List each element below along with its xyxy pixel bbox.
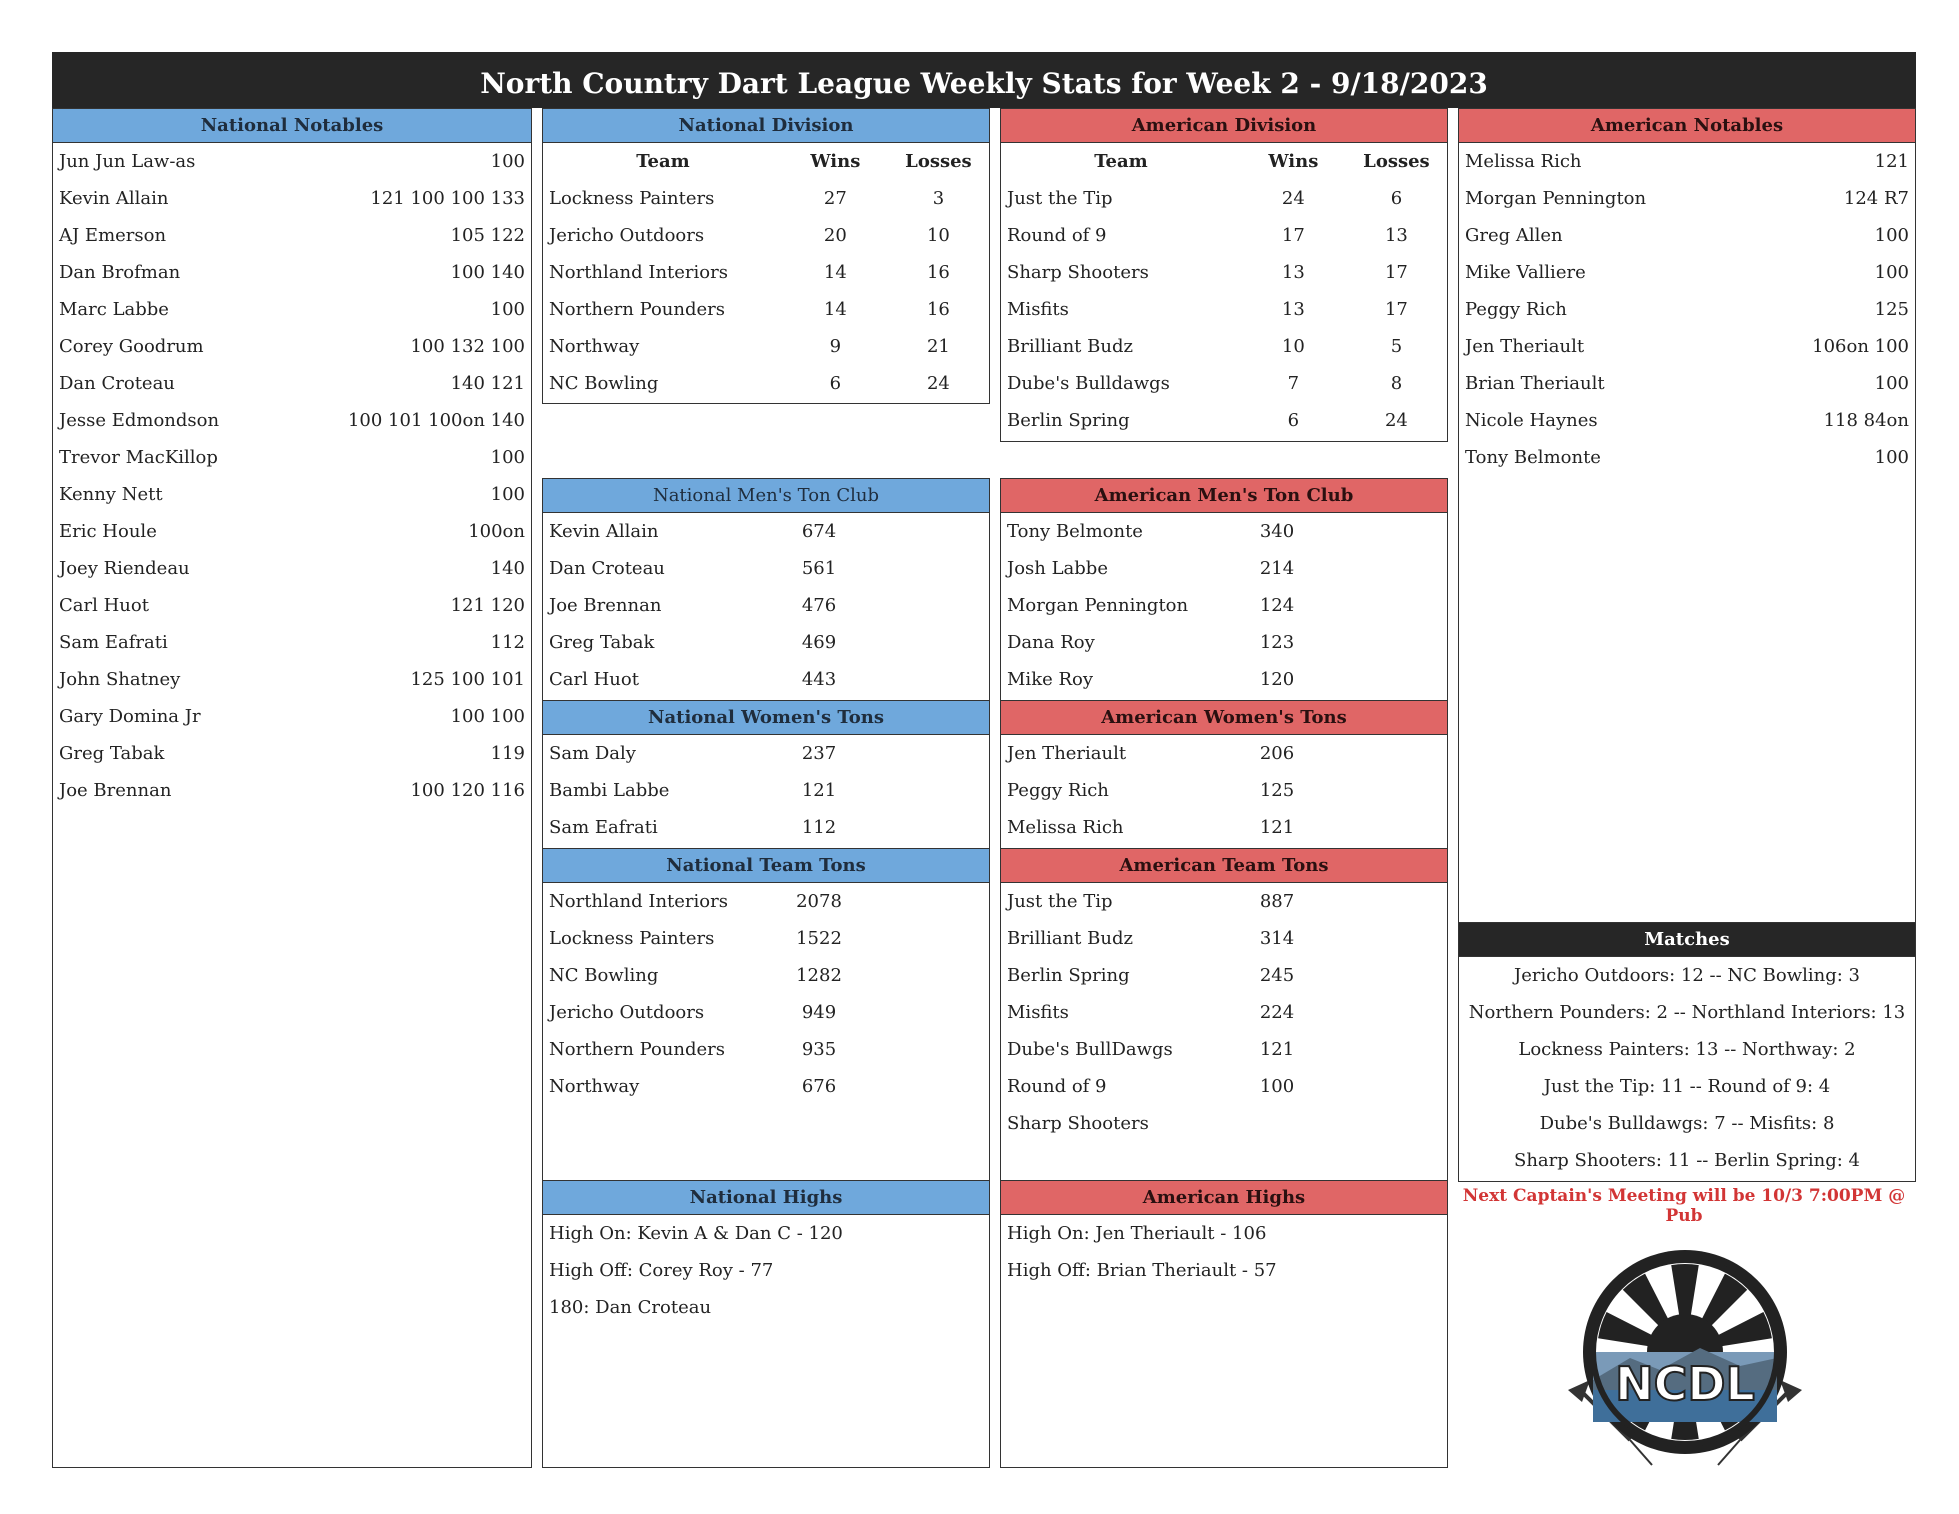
team-name: Just the Tip (1007, 188, 1113, 209)
high-text: High On: Jen Theriault - 106 (1007, 1223, 1267, 1244)
table-row (1001, 587, 1447, 624)
player-name: Brian Theriault (1465, 373, 1605, 394)
entry-value: 214 (1259, 558, 1295, 579)
entry-name: Josh Labbe (1007, 558, 1108, 579)
entry-value: 469 (801, 632, 837, 653)
page-title: North Country Dart League Weekly Stats for Week 2 - 9/18/2023 (52, 52, 1916, 108)
player-name: Dan Croteau (59, 373, 175, 394)
team-losses: 10 (926, 225, 950, 246)
team-losses: 13 (1384, 225, 1408, 246)
american-mens-ton-club-header: American Men's Ton Club (1001, 479, 1447, 513)
table-row (1001, 994, 1447, 1031)
table-row (543, 735, 989, 772)
player-scores: 125 100 101 (410, 669, 525, 690)
team-losses: 6 (1390, 188, 1403, 209)
table-row (543, 809, 989, 846)
entry-value: 2078 (796, 891, 842, 912)
entry-name: Mike Roy (1007, 669, 1094, 690)
entry-name: Greg Tabak (549, 632, 655, 653)
high-text: High On: Kevin A & Dan C - 120 (549, 1223, 843, 1244)
entry-name: Sam Daly (549, 743, 636, 764)
table-row (543, 624, 989, 661)
table-row (543, 217, 989, 254)
table-row (1001, 1068, 1447, 1105)
american-team-tons-header: American Team Tons (1001, 849, 1447, 883)
player-name: Tony Belmonte (1465, 447, 1601, 468)
player-scores: 112 (490, 632, 525, 653)
table-row (1459, 143, 1915, 180)
entry-value: 121 (1259, 1039, 1295, 1060)
entry-value: 476 (801, 595, 837, 616)
table-row (543, 1068, 989, 1105)
player-name: Dan Brofman (59, 262, 181, 283)
entry-name: Just the Tip (1007, 891, 1113, 912)
entry-value: 100 (1259, 1076, 1295, 1097)
player-name: Morgan Pennington (1465, 188, 1647, 209)
player-scores: 100 (1874, 262, 1909, 283)
entry-name: Kevin Allain (549, 521, 659, 542)
entry-value: 224 (1259, 1002, 1295, 1023)
table-row (1001, 809, 1447, 846)
team-name: Jericho Outdoors (549, 225, 705, 246)
col-wins: Wins (1268, 151, 1319, 172)
entry-name: Northland Interiors (549, 891, 728, 912)
team-losses: 17 (1384, 262, 1408, 283)
table-row (53, 476, 531, 513)
team-name: Northland Interiors (549, 262, 728, 283)
ncdl-dartboard-logo (1560, 1240, 1810, 1470)
player-scores: 100 132 100 (410, 336, 525, 357)
table-row (1001, 883, 1447, 920)
player-scores: 100 (1874, 373, 1909, 394)
table-row (543, 772, 989, 809)
matches-panel (1458, 922, 1916, 1182)
player-name: Gary Domina Jr (59, 706, 201, 727)
american-womens-tons-panel (1000, 700, 1448, 850)
team-losses: 8 (1390, 373, 1403, 394)
entry-name: Tony Belmonte (1007, 521, 1143, 542)
table-row (543, 994, 989, 1031)
table-row (1459, 254, 1915, 291)
table-row (543, 920, 989, 957)
table-row (1001, 402, 1447, 439)
national-division-header: National Division (543, 109, 989, 143)
entry-value (1237, 1105, 1317, 1142)
american-highs-panel (1000, 1180, 1448, 1468)
player-scores: 100 (1874, 447, 1909, 468)
table-row (543, 1289, 989, 1326)
player-scores: 105 122 (450, 225, 525, 246)
col-team: Team (636, 151, 690, 172)
player-name: Carl Huot (59, 595, 149, 616)
match-result (1459, 994, 1915, 1031)
match-text: Dube's Bulldawgs: 7 -- Misfits: 8 (1539, 1113, 1835, 1134)
entry-value: 120 (1259, 669, 1295, 690)
entry-name: Carl Huot (549, 669, 639, 690)
entry-name: Jericho Outdoors (549, 1002, 705, 1023)
national-highs-panel (542, 1180, 990, 1468)
entry-name: Joe Brennan (549, 595, 662, 616)
national-mens-ton-club-panel (542, 478, 990, 702)
entry-name: Lockness Painters (549, 928, 715, 949)
team-wins: 17 (1281, 225, 1305, 246)
entry-value: 1522 (796, 928, 842, 949)
table-row (53, 735, 531, 772)
american-mens-ton-club-panel (1000, 478, 1448, 702)
player-name: Jun Jun Law-as (59, 151, 196, 172)
table-row (543, 587, 989, 624)
team-wins: 13 (1281, 299, 1305, 320)
team-name: Dube's Bulldawgs (1007, 373, 1170, 394)
table-row (543, 513, 989, 550)
entry-value: 935 (801, 1039, 837, 1060)
table-row (53, 254, 531, 291)
player-name: Eric Houle (59, 521, 157, 542)
team-wins: 27 (823, 188, 847, 209)
team-wins: 9 (829, 336, 842, 357)
match-text: Lockness Painters: 13 -- Northway: 2 (1518, 1039, 1856, 1060)
player-name: Melissa Rich (1465, 151, 1582, 172)
player-name: Joey Riendeau (59, 558, 190, 579)
table-row (53, 365, 531, 402)
match-text: Jericho Outdoors: 12 -- NC Bowling: 3 (1514, 965, 1860, 986)
player-name: Nicole Haynes (1465, 410, 1598, 431)
national-highs-header: National Highs (543, 1181, 989, 1215)
team-wins: 24 (1281, 188, 1305, 209)
table-row (543, 180, 989, 217)
american-division-panel (1000, 108, 1448, 442)
team-losses: 16 (926, 262, 950, 283)
matches-header: Matches (1459, 923, 1915, 957)
table-header-row (543, 143, 989, 180)
player-name: AJ Emerson (59, 225, 167, 246)
high-text: High Off: Corey Roy - 77 (549, 1260, 774, 1281)
match-result (1459, 957, 1915, 994)
table-row (1001, 957, 1447, 994)
table-row (1001, 735, 1447, 772)
table-row (1459, 217, 1915, 254)
table-row (1001, 291, 1447, 328)
player-scores: 121 120 (450, 595, 525, 616)
player-name: John Shatney (59, 669, 181, 690)
col-team: Team (1094, 151, 1148, 172)
table-row (543, 291, 989, 328)
team-wins: 14 (823, 262, 847, 283)
player-scores: 100 (490, 299, 525, 320)
team-name: Northway (549, 336, 640, 357)
player-name: Kevin Allain (59, 188, 169, 209)
entry-value: 123 (1259, 632, 1295, 653)
entry-value: 340 (1259, 521, 1295, 542)
player-name: Peggy Rich (1465, 299, 1567, 320)
team-losses: 21 (926, 336, 950, 357)
player-name: Mike Valliere (1465, 262, 1586, 283)
table-row (1001, 772, 1447, 809)
player-name: Sam Eafrati (59, 632, 168, 653)
entry-name: Sam Eafrati (549, 817, 658, 838)
entry-value: 237 (801, 743, 837, 764)
national-team-tons-header: National Team Tons (543, 849, 989, 883)
table-row (53, 402, 531, 439)
american-team-tons-panel (1000, 848, 1448, 1182)
high-text: 180: Dan Croteau (549, 1297, 712, 1318)
entry-name: Dube's BullDawgs (1007, 1039, 1173, 1060)
player-scores: 119 (490, 743, 525, 764)
table-row (543, 661, 989, 698)
table-row (1001, 624, 1447, 661)
player-scores: 118 84on (1823, 410, 1909, 431)
player-scores: 125 (1874, 299, 1909, 320)
table-row (543, 1031, 989, 1068)
entry-value: 121 (801, 780, 837, 801)
player-scores: 100 (1874, 225, 1909, 246)
captains-meeting-notice: Next Captain's Meeting will be 10/3 7:00PM @ Pub (1462, 1186, 1906, 1226)
entry-name: Dan Croteau (549, 558, 665, 579)
player-name: Kenny Nett (59, 484, 163, 505)
entry-value: 949 (801, 1002, 837, 1023)
table-row (1001, 328, 1447, 365)
table-row (1459, 180, 1915, 217)
entry-name: Berlin Spring (1007, 965, 1130, 986)
table-row (1001, 1105, 1447, 1142)
entry-value: 112 (801, 817, 837, 838)
entry-value: 314 (1259, 928, 1295, 949)
national-womens-tons-panel (542, 700, 990, 850)
table-row (1001, 1252, 1447, 1289)
table-row (543, 957, 989, 994)
team-name: Brilliant Budz (1007, 336, 1133, 357)
table-row (1001, 920, 1447, 957)
team-wins: 14 (823, 299, 847, 320)
table-row (53, 143, 531, 180)
player-scores: 100 (490, 151, 525, 172)
entry-name: Sharp Shooters (1007, 1113, 1149, 1134)
national-team-tons-panel (542, 848, 990, 1182)
table-header-row (1001, 143, 1447, 180)
entry-name: Bambi Labbe (549, 780, 670, 801)
entry-value: 121 (1259, 817, 1295, 838)
player-scores: 124 R7 (1843, 188, 1909, 209)
entry-name: Misfits (1007, 1002, 1069, 1023)
table-row (1001, 180, 1447, 217)
col-wins: Wins (810, 151, 861, 172)
table-row (543, 254, 989, 291)
player-name: Jesse Edmondson (59, 410, 220, 431)
entry-value: 561 (801, 558, 837, 579)
player-scores: 100 101 100on 140 (347, 410, 525, 431)
table-row (53, 624, 531, 661)
entry-name: Peggy Rich (1007, 780, 1109, 801)
table-row (543, 883, 989, 920)
entry-value: 443 (801, 669, 837, 690)
table-row (1001, 365, 1447, 402)
table-row (53, 217, 531, 254)
american-notables-panel (1458, 108, 1916, 924)
table-row (1001, 1215, 1447, 1252)
entry-name: Morgan Pennington (1007, 595, 1189, 616)
player-scores: 140 121 (450, 373, 525, 394)
player-name: Greg Allen (1465, 225, 1563, 246)
table-row (53, 698, 531, 735)
player-scores: 100 (490, 484, 525, 505)
american-notables-header: American Notables (1459, 109, 1915, 143)
player-name: Joe Brennan (59, 780, 172, 801)
table-row (53, 661, 531, 698)
team-losses: 5 (1390, 336, 1403, 357)
entry-name: Round of 9 (1007, 1076, 1107, 1097)
table-row (53, 180, 531, 217)
player-scores: 121 100 100 133 (370, 188, 525, 209)
table-row (1001, 550, 1447, 587)
team-name: Misfits (1007, 299, 1069, 320)
table-row (1001, 217, 1447, 254)
team-wins: 6 (829, 373, 842, 394)
match-result (1459, 1031, 1915, 1068)
entry-name: NC Bowling (549, 965, 659, 986)
team-wins: 6 (1287, 410, 1300, 431)
team-losses: 17 (1384, 299, 1408, 320)
american-womens-tons-header: American Women's Tons (1001, 701, 1447, 735)
table-row (53, 328, 531, 365)
table-row (1001, 1031, 1447, 1068)
table-row (53, 439, 531, 476)
team-losses: 16 (926, 299, 950, 320)
player-name: Marc Labbe (59, 299, 169, 320)
entry-name: Melissa Rich (1007, 817, 1124, 838)
team-name: Northern Pounders (549, 299, 726, 320)
team-wins: 10 (1281, 336, 1305, 357)
match-text: Northern Pounders: 2 -- Northland Interiors: 13 (1468, 1002, 1906, 1023)
col-losses: Losses (1363, 151, 1430, 172)
player-scores: 121 (1874, 151, 1909, 172)
player-scores: 106on 100 (1812, 336, 1909, 357)
entry-name: Northway (549, 1076, 640, 1097)
entry-name: Jen Theriault (1007, 743, 1127, 764)
national-division-panel (542, 108, 990, 404)
player-name: Jen Theriault (1465, 336, 1585, 357)
table-row (1459, 402, 1915, 439)
table-row (53, 513, 531, 550)
table-row (1459, 291, 1915, 328)
table-row (1001, 254, 1447, 291)
team-losses: 24 (926, 373, 950, 394)
table-row (53, 291, 531, 328)
logo-text: NCDL (1615, 1357, 1755, 1411)
table-row (1001, 513, 1447, 550)
match-result (1459, 1068, 1915, 1105)
match-text: Just the Tip: 11 -- Round of 9: 4 (1543, 1076, 1831, 1097)
match-result (1459, 1142, 1915, 1179)
table-row (543, 365, 989, 402)
american-division-header: American Division (1001, 109, 1447, 143)
match-result (1459, 1105, 1915, 1142)
team-wins: 20 (823, 225, 847, 246)
entry-value: 676 (801, 1076, 837, 1097)
entry-value: 245 (1259, 965, 1295, 986)
table-row (543, 328, 989, 365)
entry-value: 674 (801, 521, 837, 542)
entry-value: 124 (1259, 595, 1295, 616)
team-name: Lockness Painters (549, 188, 715, 209)
table-row (1459, 328, 1915, 365)
player-scores: 140 (490, 558, 525, 579)
table-row (543, 1252, 989, 1289)
entry-name: Northern Pounders (549, 1039, 726, 1060)
player-name: Greg Tabak (59, 743, 165, 764)
team-name: Berlin Spring (1007, 410, 1130, 431)
team-losses: 24 (1384, 410, 1408, 431)
american-highs-header: American Highs (1001, 1181, 1447, 1215)
entry-value: 206 (1259, 743, 1295, 764)
entry-value: 887 (1259, 891, 1295, 912)
player-scores: 100 120 116 (410, 780, 525, 801)
national-notables-header: National Notables (53, 109, 531, 143)
team-name: Sharp Shooters (1007, 262, 1149, 283)
player-scores: 100on (468, 521, 525, 542)
team-name: Round of 9 (1007, 225, 1107, 246)
table-row (53, 772, 531, 809)
team-wins: 7 (1287, 373, 1300, 394)
team-name: NC Bowling (549, 373, 659, 394)
match-text: Sharp Shooters: 11 -- Berlin Spring: 4 (1513, 1150, 1860, 1171)
team-losses: 3 (932, 188, 945, 209)
table-row (53, 550, 531, 587)
player-name: Corey Goodrum (59, 336, 204, 357)
entry-value: 1282 (796, 965, 842, 986)
entry-value: 125 (1259, 780, 1295, 801)
player-name: Trevor MacKillop (59, 447, 218, 468)
high-text: High Off: Brian Theriault - 57 (1007, 1260, 1277, 1281)
table-row (543, 550, 989, 587)
player-scores: 100 (490, 447, 525, 468)
national-notables-panel (52, 108, 532, 1468)
entry-name: Dana Roy (1007, 632, 1095, 653)
entry-name: Brilliant Budz (1007, 928, 1133, 949)
table-row (543, 1215, 989, 1252)
team-wins: 13 (1281, 262, 1305, 283)
col-losses: Losses (905, 151, 972, 172)
player-scores: 100 140 (450, 262, 525, 283)
national-mens-ton-club-header: National Men's Ton Club (543, 479, 989, 513)
table-row (1459, 439, 1915, 476)
player-scores: 100 100 (450, 706, 525, 727)
national-womens-tons-header: National Women's Tons (543, 701, 989, 735)
table-row (53, 587, 531, 624)
table-row (1459, 365, 1915, 402)
table-row (1001, 661, 1447, 698)
